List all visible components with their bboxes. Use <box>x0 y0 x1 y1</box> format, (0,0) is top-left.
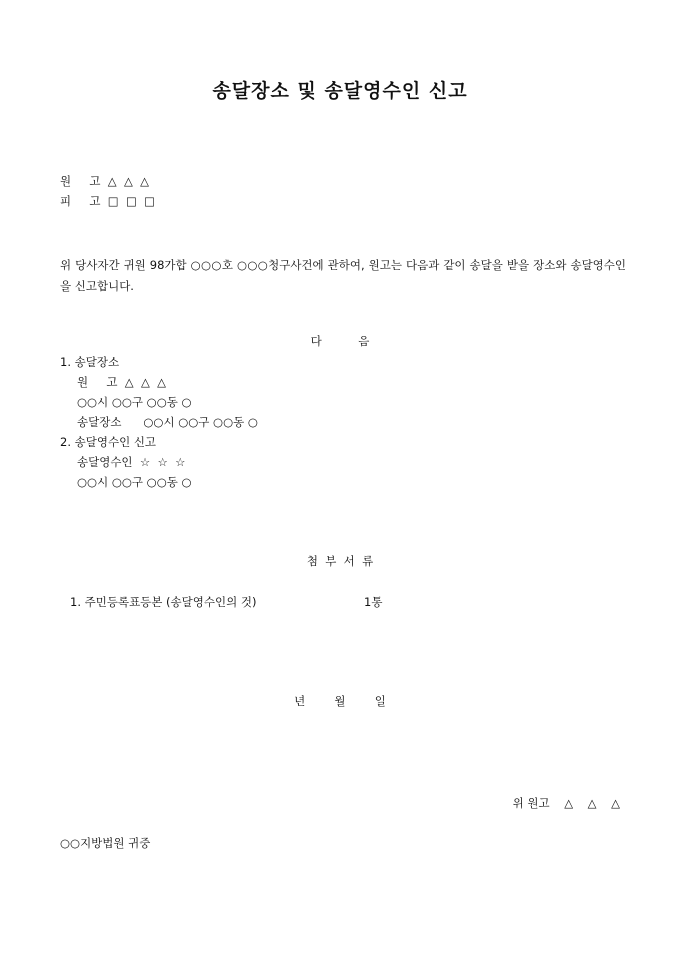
item2-title: 2. 송달영수인 신고 <box>60 435 157 449</box>
date-line: 년 월 일 <box>294 694 386 708</box>
item2-address: ○○시 ○○구 ○○동 ○ <box>77 475 192 489</box>
attachment-item: 1. 주민등록표등본 (송달영수인의 것) <box>70 595 257 609</box>
court-addressee: ○○지방법원 귀중 <box>60 836 151 850</box>
attachments-heading: 첨 부 서 류 <box>306 554 374 568</box>
item2-receiver: 송달영수인 ☆ ☆ ☆ <box>77 455 186 469</box>
document-title: 송달장소 및 송달영수인 신고 <box>212 80 468 102</box>
section-heading: 다 음 <box>310 334 370 348</box>
attachment-count: 1통 <box>364 595 383 609</box>
body-paragraph: 위 당사자간 귀원 98가합 ○○○호 ○○○청구사건에 관하여, 원고는 다음과 같이 송달을 받을 장소와 송달영수인을 신고합니다. <box>60 258 626 293</box>
item1-delivery-place: 송달장소 ○○시 ○○구 ○○동 ○ <box>77 415 258 429</box>
item1-title: 1. 송달장소 <box>60 355 120 369</box>
signature-line: 위 원고 △ △ △ <box>512 796 620 810</box>
item1-plaintiff: 원 고 △ △ △ <box>77 375 166 389</box>
plaintiff-line: 원 고 △ △ △ <box>60 174 149 188</box>
defendant-line: 피 고 □ □ □ <box>60 194 156 208</box>
item1-address: ○○시 ○○구 ○○동 ○ <box>77 395 192 409</box>
